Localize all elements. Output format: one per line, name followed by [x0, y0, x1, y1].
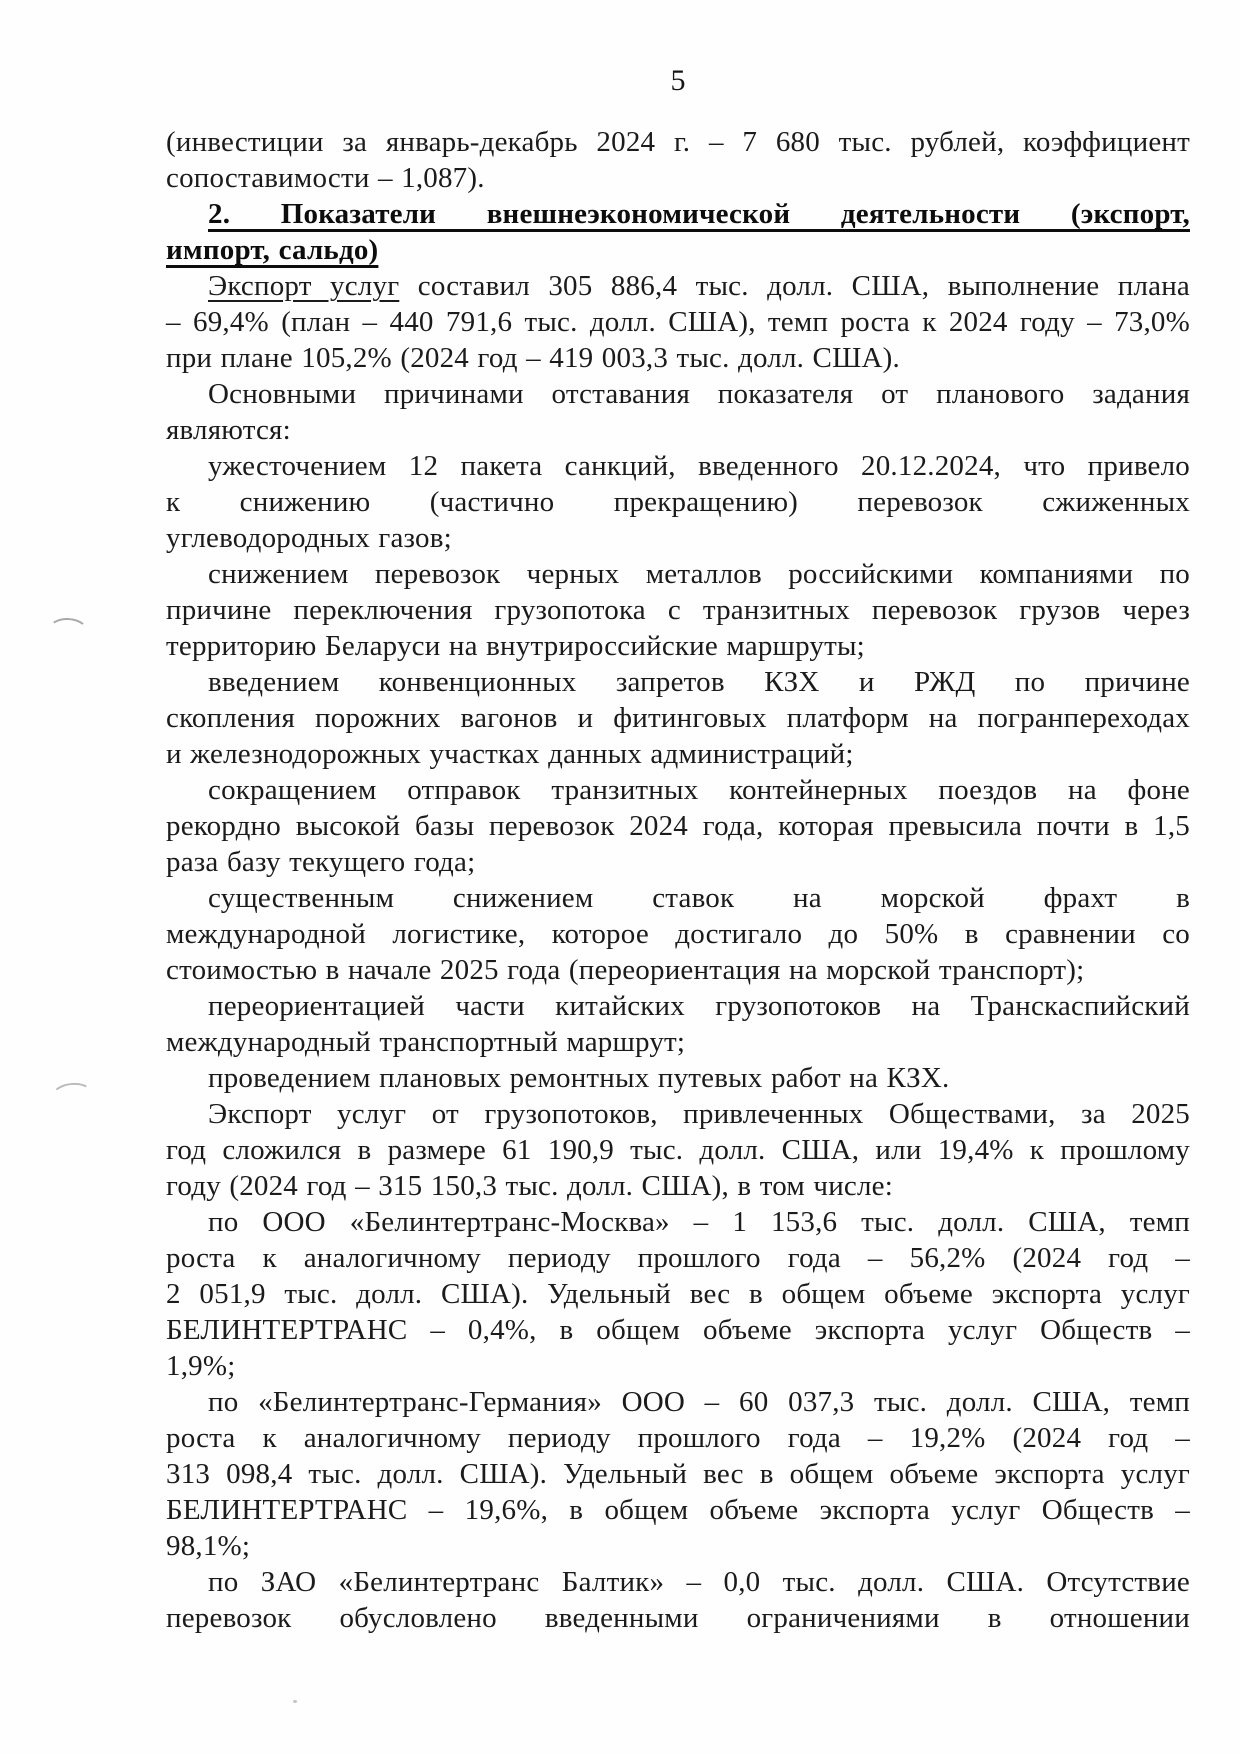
- text-run: рекордно высокой базы перевозок 2024 года, которая превысила почти в 1,5: [166, 810, 1190, 842]
- para-china-reroute: [166, 988, 1190, 1060]
- text-run: 1,9%;: [166, 1350, 236, 1382]
- text-run: перевозок обусловлено введенными ограничениями в отношении: [166, 1602, 1190, 1634]
- text-run: снижением перевозок черных металлов российскими компаниями по: [208, 558, 1190, 590]
- text-line: [166, 1060, 1190, 1096]
- text-run: являются:: [166, 414, 291, 446]
- text-run: международный транспортный маршрут;: [166, 1026, 686, 1058]
- text-line: [166, 700, 1190, 736]
- text-run: стоимостью в начале 2025 года (переориентация на морской транспорт);: [166, 954, 1085, 986]
- text-line: [166, 1024, 1190, 1060]
- text-run: составил 305 886,4 тыс. долл. США, выполнение плана: [399, 270, 1190, 302]
- text-run: при плане 105,2% (2024 год – 419 003,3 тыс. долл. США).: [166, 342, 900, 374]
- text-run: роста к аналогичному периоду прошлого года – 56,2% (2024 год –: [166, 1242, 1190, 1274]
- text-line: [166, 1420, 1190, 1456]
- text-line: [166, 1564, 1190, 1600]
- para-bit-germany: [166, 1384, 1190, 1564]
- text-line: [166, 664, 1190, 700]
- text-run: 98,1%;: [166, 1530, 251, 1562]
- text-line: [166, 844, 1190, 880]
- text-run: углеводородных газов;: [166, 522, 452, 554]
- para-sea-freight: [166, 880, 1190, 988]
- text-line: [166, 1096, 1190, 1132]
- para-transit-trains: [166, 772, 1190, 880]
- text-run: роста к аналогичному периоду прошлого года – 19,2% (2024 год –: [166, 1422, 1190, 1454]
- text-line: [166, 1132, 1190, 1168]
- text-run: БЕЛИНТЕРТРАНС – 19,6%, в общем объеме экспорта услуг Обществ –: [166, 1494, 1190, 1526]
- text-line: [166, 124, 1190, 160]
- text-line: [166, 808, 1190, 844]
- text-run: 2 051,9 тыс. долл. США). Удельный вес в общем объеме экспорта услуг: [166, 1278, 1190, 1310]
- para-bit-baltic: [166, 1564, 1190, 1636]
- text-run: Экспорт услуг от грузопотоков, привлеченных Обществами, за 2025: [208, 1098, 1190, 1130]
- text-line: [166, 1276, 1190, 1312]
- text-run: сокращением отправок транзитных контейнерных поездов на фоне: [208, 774, 1190, 806]
- para-export-by-companies: [166, 1096, 1190, 1204]
- text-line: [166, 1240, 1190, 1276]
- text-line: [166, 196, 1190, 232]
- text-run: скопления порожних вагонов и фитинговых платформ на погранпереходах: [166, 702, 1190, 734]
- text-run: – 69,4% (план – 440 791,6 тыс. долл. США), темп роста к 2024 году – 73,0%: [166, 306, 1190, 338]
- para-investments-continued: [166, 124, 1190, 196]
- para-sanctions: [166, 448, 1190, 556]
- text-line: [166, 1528, 1190, 1564]
- text-run: причине переключения грузопотока с транзитных перевозок грузов через: [166, 594, 1190, 626]
- text-run: к снижению (частично прекращению) перевозок сжиженных: [166, 486, 1190, 518]
- text-line: [166, 1456, 1190, 1492]
- text-line: [166, 556, 1190, 592]
- text-line: [166, 988, 1190, 1024]
- text-run: по ООО «Белинтертранс-Москва» – 1 153,6 тыс. долл. США, темп: [208, 1206, 1190, 1238]
- text-run: (инвестиции за январь-декабрь 2024 г. – 7 680 тыс. рублей, коэффициент: [166, 126, 1190, 158]
- text-line: [166, 1384, 1190, 1420]
- text-line: [166, 1600, 1190, 1636]
- text-run: 2. Показатели внешнеэкономической деятельности (экспорт,: [208, 198, 1190, 230]
- text-line: [166, 520, 1190, 556]
- text-run: БЕЛИНТЕРТРАНС – 0,4%, в общем объеме экспорта услуг Обществ –: [166, 1314, 1190, 1346]
- text-line: [166, 1492, 1190, 1528]
- text-line: [166, 628, 1190, 664]
- text-run: по ЗАО «Белинтертранс Балтик» – 0,0 тыс. долл. США. Отсутствие: [208, 1566, 1190, 1598]
- pen-mark-arc-upper: [47, 617, 88, 645]
- text-line: [166, 376, 1190, 412]
- text-line: [166, 916, 1190, 952]
- text-run: по «Белинтертранс-Германия» ООО – 60 037,3 тыс. долл. США, темп: [208, 1386, 1190, 1418]
- text-line: [166, 448, 1190, 484]
- text-run: год сложился в размере 61 190,9 тыс. долл. США, или 19,4% к прошлому: [166, 1134, 1190, 1166]
- text-line: [166, 232, 1190, 268]
- text-line: [166, 736, 1190, 772]
- text-run: сопоставимости – 1,087).: [166, 162, 485, 194]
- page-number: 5: [670, 64, 686, 97]
- text-run: 313 098,4 тыс. долл. США). Удельный вес в общем объеме экспорта услуг: [166, 1458, 1190, 1490]
- text-line: [166, 160, 1190, 196]
- text-line: [166, 1168, 1190, 1204]
- text-line: [166, 880, 1190, 916]
- text-line: [166, 1312, 1190, 1348]
- text-run: году (2024 год – 315 150,3 тыс. долл. США), в том числе:: [166, 1170, 893, 1202]
- text-line: [166, 412, 1190, 448]
- text-run: ужесточением 12 пакета санкций, введенного 20.12.2024, что привело: [208, 450, 1190, 482]
- document-body: [166, 124, 1190, 1636]
- text-run: Основными причинами отставания показателя от планового задания: [208, 378, 1190, 410]
- text-line: [166, 484, 1190, 520]
- text-line: [166, 268, 1190, 304]
- para-export-services: [166, 268, 1190, 376]
- text-line: [166, 340, 1190, 376]
- text-run: введением конвенционных запретов КЗХ и РЖД по причине: [208, 666, 1190, 698]
- text-run: существенным снижением ставок на морской фрахт в: [208, 882, 1190, 914]
- text-run: проведением плановых ремонтных путевых работ на КЗХ.: [208, 1062, 950, 1094]
- text-line: [166, 304, 1190, 340]
- para-main-reasons: [166, 376, 1190, 448]
- para-kzh-repairs: [166, 1060, 1190, 1096]
- text-run: территорию Беларуси на внутрироссийские маршруты;: [166, 630, 865, 662]
- text-run: импорт, сальдо): [166, 234, 379, 266]
- scan-speck: [293, 1700, 297, 1703]
- text-line: [166, 1204, 1190, 1240]
- text-run: Экспорт услуг: [208, 270, 400, 302]
- text-run: и железнодорожных участках данных администраций;: [166, 738, 854, 770]
- text-line: [166, 592, 1190, 628]
- text-line: [166, 952, 1190, 988]
- text-run: раза базу текущего года;: [166, 846, 476, 878]
- pen-mark-arc-lower: [51, 1081, 93, 1108]
- para-bit-moscow: [166, 1204, 1190, 1384]
- text-run: международной логистике, которое достигало до 50% в сравнении со: [166, 918, 1190, 950]
- text-run: переориентацией части китайских грузопотоков на Транскаспийский: [208, 990, 1190, 1022]
- text-line: [166, 772, 1190, 808]
- para-metals-decline: [166, 556, 1190, 664]
- text-line: [166, 1348, 1190, 1384]
- heading-section-2: [166, 196, 1190, 268]
- para-conventional-bans: [166, 664, 1190, 772]
